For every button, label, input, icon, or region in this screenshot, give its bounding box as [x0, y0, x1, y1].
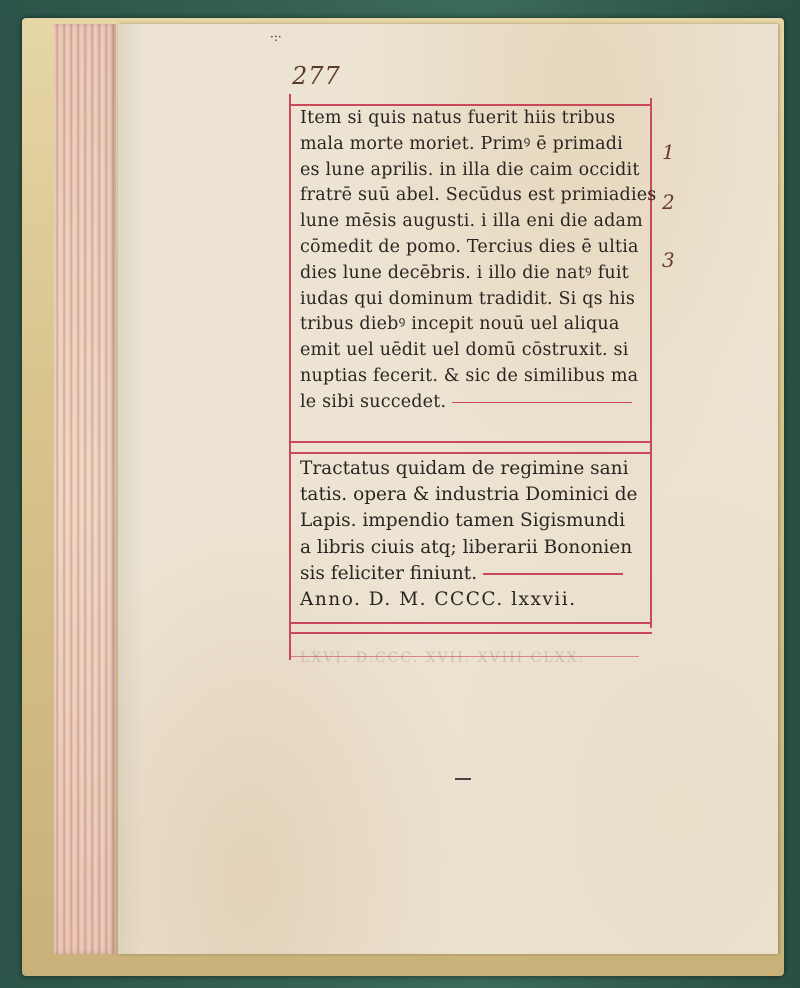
frame-rule-mid2 [289, 452, 652, 454]
frame-rule-left [289, 94, 291, 660]
margin-note: 3 [662, 248, 675, 272]
frame-rule-bottom [289, 622, 652, 624]
colophon-line: a libris ciuis atq; liberarii Bononien [300, 536, 633, 558]
page-edges [54, 24, 116, 954]
text-line: Item si quis natus fuerit hiis tribus [300, 108, 616, 128]
colophon-line: Lapis. impendio tamen Sigismundi [300, 510, 625, 532]
text-line: es lune aprilis. in illa die caim occidit [300, 159, 640, 180]
margin-note: 2 [662, 190, 675, 214]
text-line: dies lune decēbris. i illo die natꝰ fuit [300, 262, 629, 283]
text-line: emit uel uēdit uel domū cōstruxit. si [300, 340, 629, 361]
imprint-date: Anno. D. M. CCCC. lxxvii. [300, 588, 577, 610]
text-line: tribus diebꝰ incepit nouū uel aliqua [300, 314, 620, 335]
colophon-line: Tractatus quidam de regimine sani [300, 458, 629, 479]
colophon-line-end: sis feliciter finiunt. [300, 562, 478, 584]
text-line: lune mēsis augusti. i illa eni die adam [300, 211, 643, 232]
colophon-line-last [300, 561, 652, 587]
frame-rule-mid [289, 441, 652, 443]
text-line-end: le sibi succedet. [300, 391, 447, 412]
frame-rule-bottom2 [289, 632, 652, 634]
folio-number: 277 [292, 62, 341, 90]
offset-show-through: LXVI. D.CCC. XVII. XVIII CLXX. [300, 650, 586, 666]
colophon-line: tatis. opera & industria Dominici de [300, 484, 638, 506]
page-mark: ·:· [270, 30, 282, 44]
text-line: mala morte moriet. Primꝰ ē primadi [300, 133, 623, 154]
line-filler-rule [452, 402, 632, 404]
text-line: cōmedit de pomo. Tercius dies ē ultia [300, 236, 639, 257]
text-line: fratrē suū abel. Secūdus est primiadies [300, 185, 657, 206]
text-line-last [300, 390, 652, 416]
colophon [300, 456, 652, 613]
margin-note: 1 [662, 140, 675, 164]
text-line: iudas qui dominum tradidit. Si qs his [300, 288, 636, 309]
main-text [300, 106, 657, 416]
line-filler-rule [483, 573, 623, 575]
ink-mark [455, 778, 471, 780]
text-line: nuptias fecerit. & sic de similibus ma [300, 365, 639, 386]
